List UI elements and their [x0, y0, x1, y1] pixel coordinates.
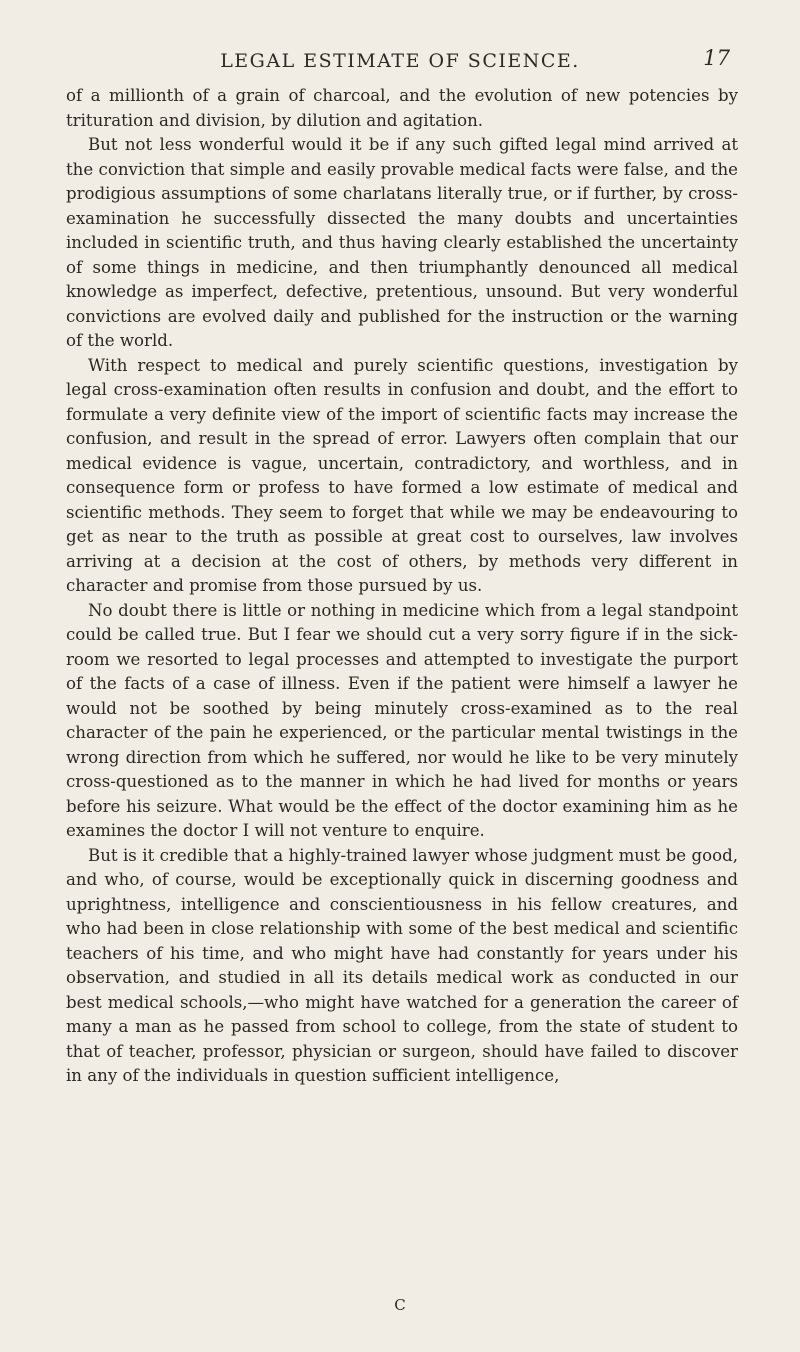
signature-mark: C — [394, 1296, 406, 1314]
paragraph: With respect to medical and purely scientific questions, investigation by legal cross-examination often results in confusion and doubt, and the effort to formulate a very definite view of the import of scientific facts may increase the confusion, and result in the spread of error. Lawyers often complain that our medical evidence is vague, uncertain, contradictory, and worthless, and in consequence form or profess to have formed a low estimate of medical and scientific methods. They seem to forget that while we may be endeavouring to get as near to the truth as possible at great cost to ourselves, law involves arriving at a decision at the cost of others, by methods very different in character and promise from those pursued by us. — [66, 355, 738, 595]
body-text — [66, 84, 738, 1089]
page-number: 17 — [703, 46, 730, 70]
paragraph: No doubt there is little or nothing in medicine which from a legal standpoint could be called true. But I fear we should cut a very sorry figure if in the sick-room we resorted to legal processes and attempted to investigate the purport of the facts of a case of illness. Even if the patient were himself a lawyer he would not be soothed by being minutely cross-examined as to the real character of the pain he experienced, or the particular mental twistings in the wrong direction from which he suffered, nor would he like to be very minutely cross-questioned as to the manner in which he had lived for months or years before his seizure. What would be the effect of the doctor examining him as he examines the doctor I will not venture to enquire. — [66, 600, 738, 840]
running-head: LEGAL ESTIMATE OF SCIENCE. — [220, 50, 580, 72]
paragraph: But not less wonderful would it be if any such gifted legal mind arrived at the conviction that simple and easily provable medical facts were false, and the prodigious assumptions of some charlatans literally true, or if further, by cross-examination he successfully dissected the many doubts and uncertainties included in scientific truth, and thus having clearly established the uncertainty of some things in medicine, and then triumphantly denounced all medical knowledge as imperfect, defective, pretentious, unsound. But very wonderful convictions are evolved daily and published for the instruction or the warning of the world. — [66, 135, 738, 350]
paragraph: of a millionth of a grain of charcoal, and the evolution of new potencies by trituration and division, by dilution and agitation. — [66, 86, 738, 130]
paragraph: But is it credible that a highly-trained lawyer whose judgment must be good, and who, of course, would be exceptionally quick in discerning goodness and uprightness, intelligence and conscientiousness in his fellow creatures, and who had been in close relationship with some of the best medical and scientific teachers of his time, and who might have had constantly for years under his observation, and studied in all its details medical work as conducted in our best medical schools,—who might have watched for a generation the career of many a man as he passed from school to college, from the state of student to that of teacher, professor, physician or surgeon, should have failed to discover in any of the individuals in question sufficient intelligence, — [66, 845, 738, 1085]
